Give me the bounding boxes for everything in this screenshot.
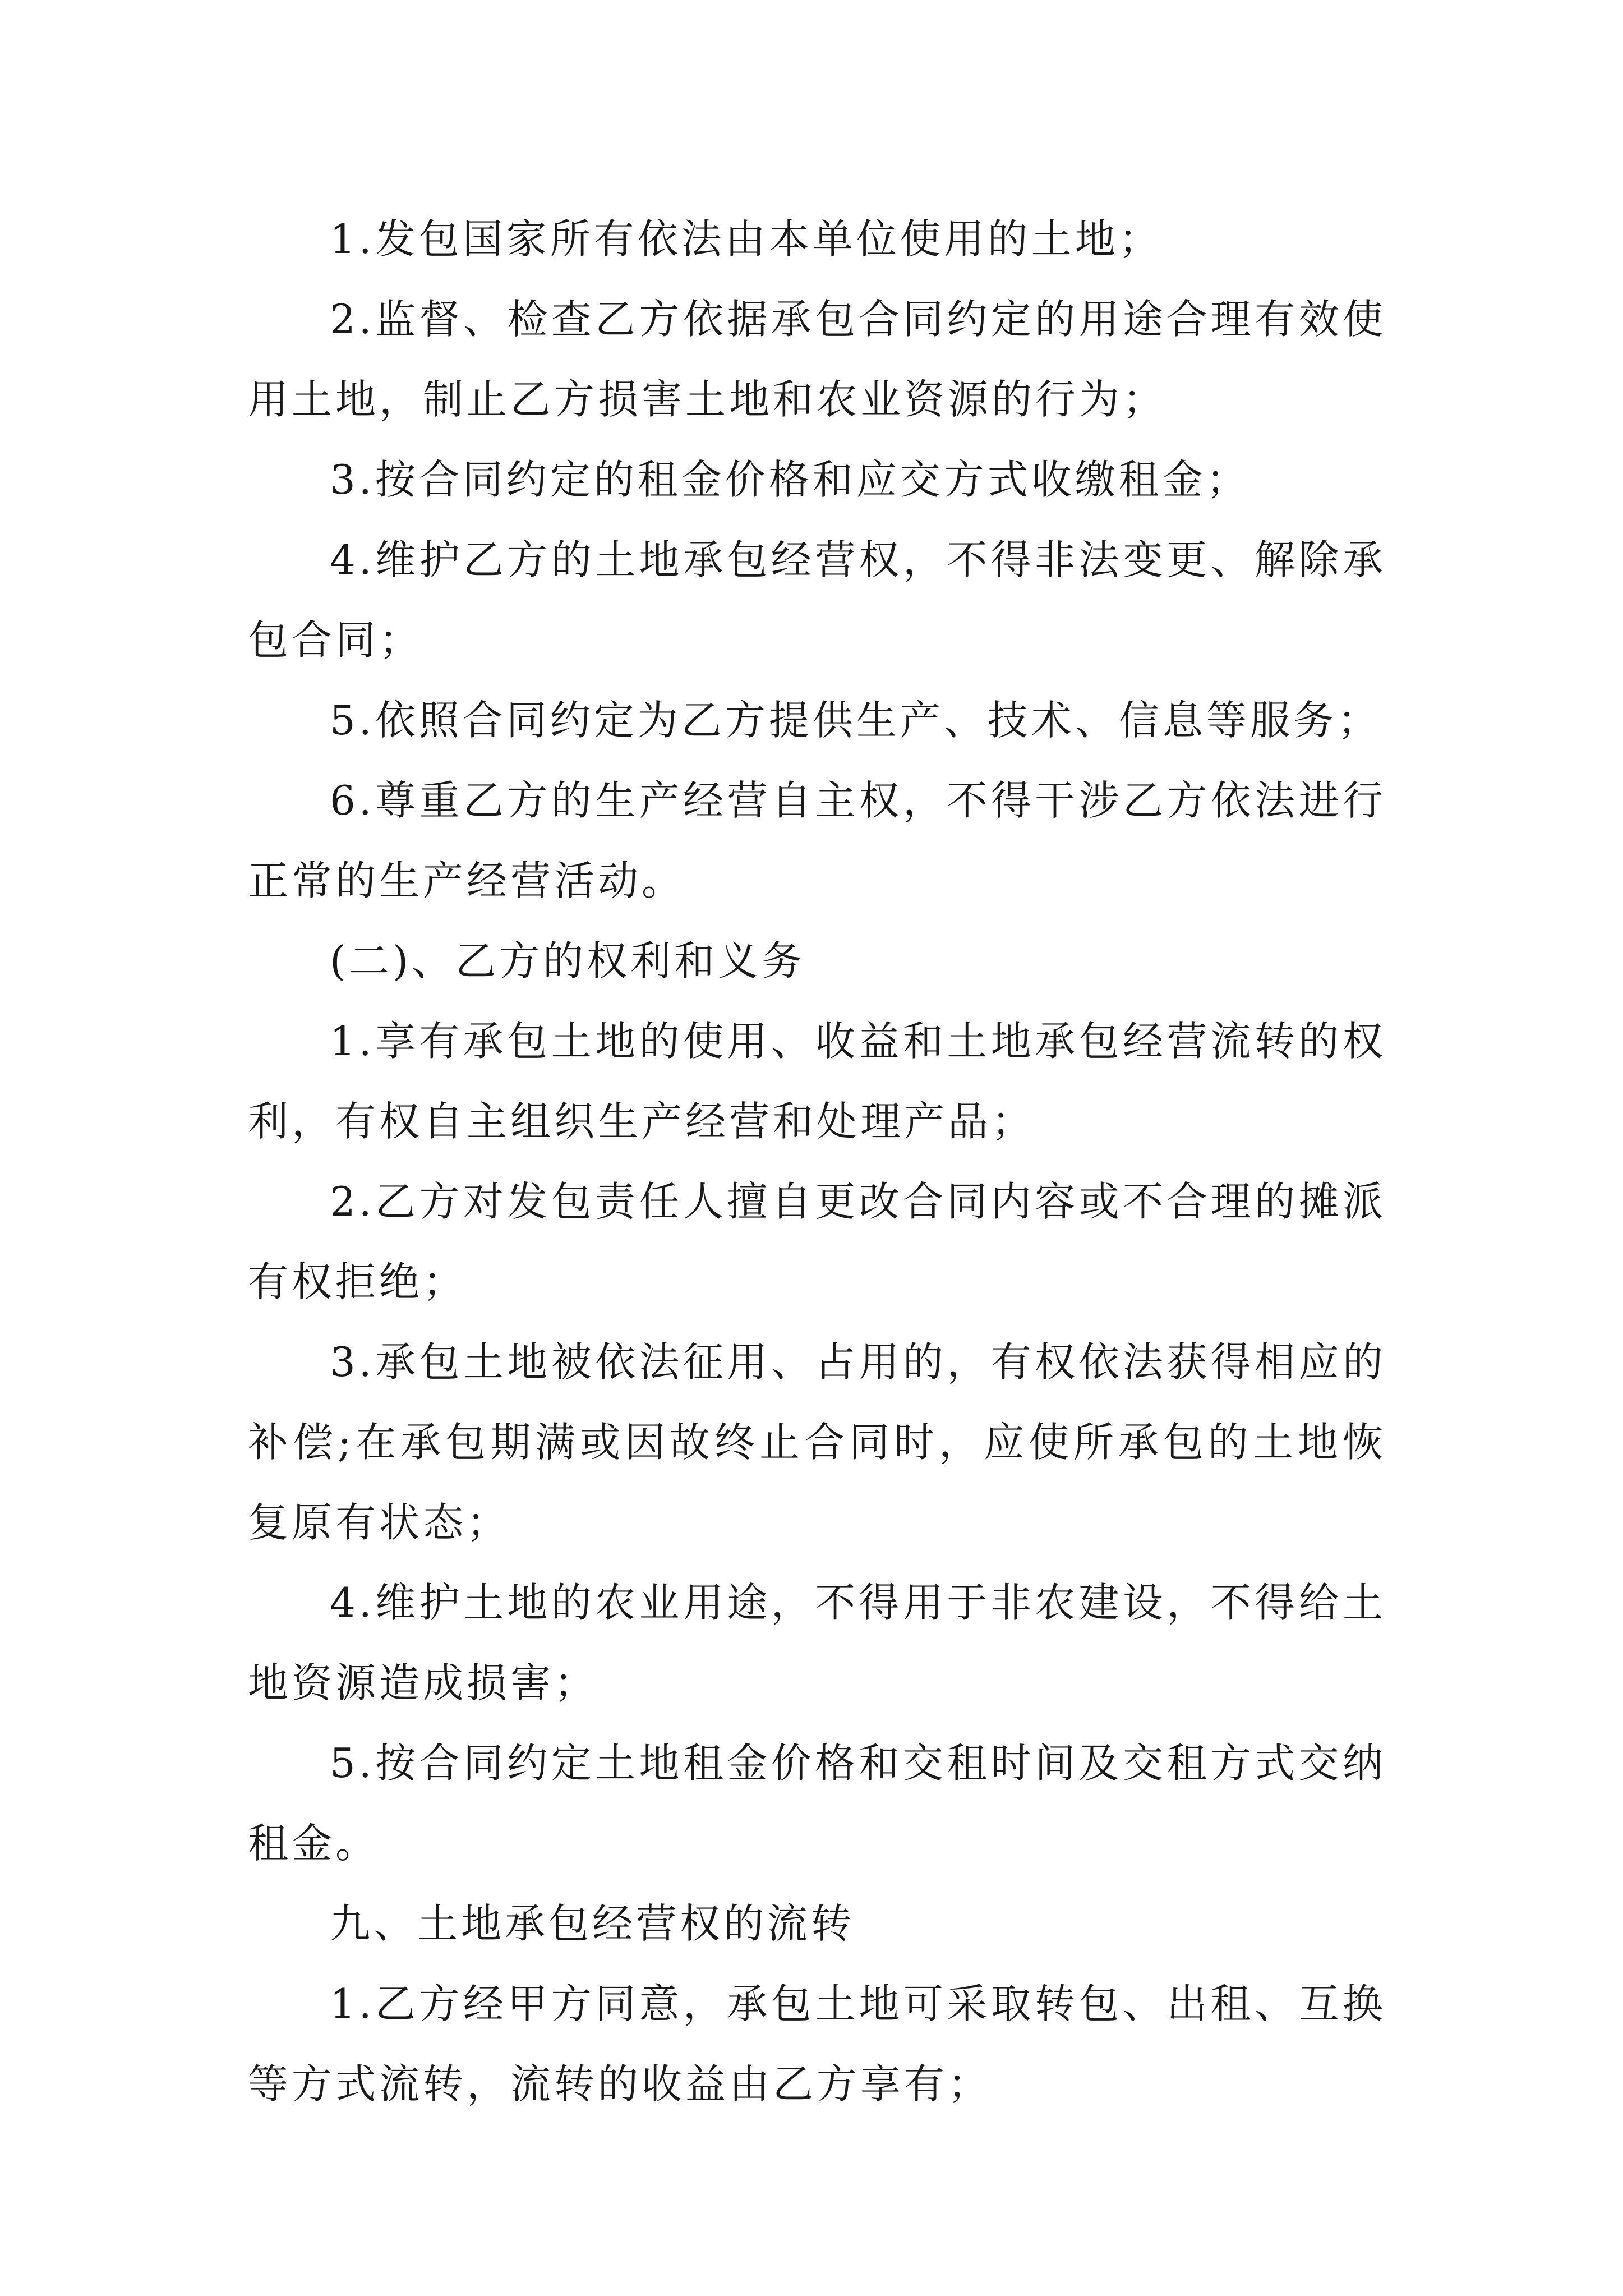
clause-b4: 4.维护土地的农业用途，不得用于非农建设，不得给土地资源造成损害； [248,1579,1386,1706]
section-heading-transfer: 九、土地承包经营权的流转 [330,1900,855,1947]
clause-a1: 1.发包国家所有依法由本单位使用的土地； [330,215,1163,263]
clause-b1: 1.享有承包土地的使用、收益和土地承包经营流转的权利，有权自主组织生产经营和处理产品； [248,1018,1386,1145]
clause-b3: 3.承包土地被依法征用、占用的，有权依法获得相应的补偿;在承包期满或因故终止合同时，应使所承包的土地恢复原有状态； [248,1338,1386,1546]
clause-a3: 3.按合同约定的租金价格和应交方式收缴租金； [330,456,1250,503]
clause-c1: 1.乙方经甲方同意，承包土地可采取转包、出租、互换等方式流转，流转的收益由乙方享有； [248,1980,1386,2108]
clause-b5: 5.按合同约定土地租金价格和交租时间及交租方式交纳租金。 [248,1740,1386,1867]
document-body [248,199,1386,2124]
clause-a4: 4.维护乙方的土地承包经营权，不得非法变更、解除承包合同； [248,536,1386,664]
clause-a6: 6.尊重乙方的生产经营自主权，不得干涉乙方依法进行正常的生产经营活动。 [248,777,1386,904]
clause-b2: 2.乙方对发包责任人擅自更改合同内容或不合理的摊派有权拒绝； [248,1178,1386,1305]
section-heading-party-b-rights: (二)、乙方的权利和义务 [330,937,806,984]
clause-a5: 5.依照合同约定为乙方提供生产、技术、信息等服务； [330,697,1381,744]
clause-a2: 2.监督、检查乙方依据承包合同约定的用途合理有效使用土地，制止乙方损害土地和农业资源的行为； [248,296,1386,423]
